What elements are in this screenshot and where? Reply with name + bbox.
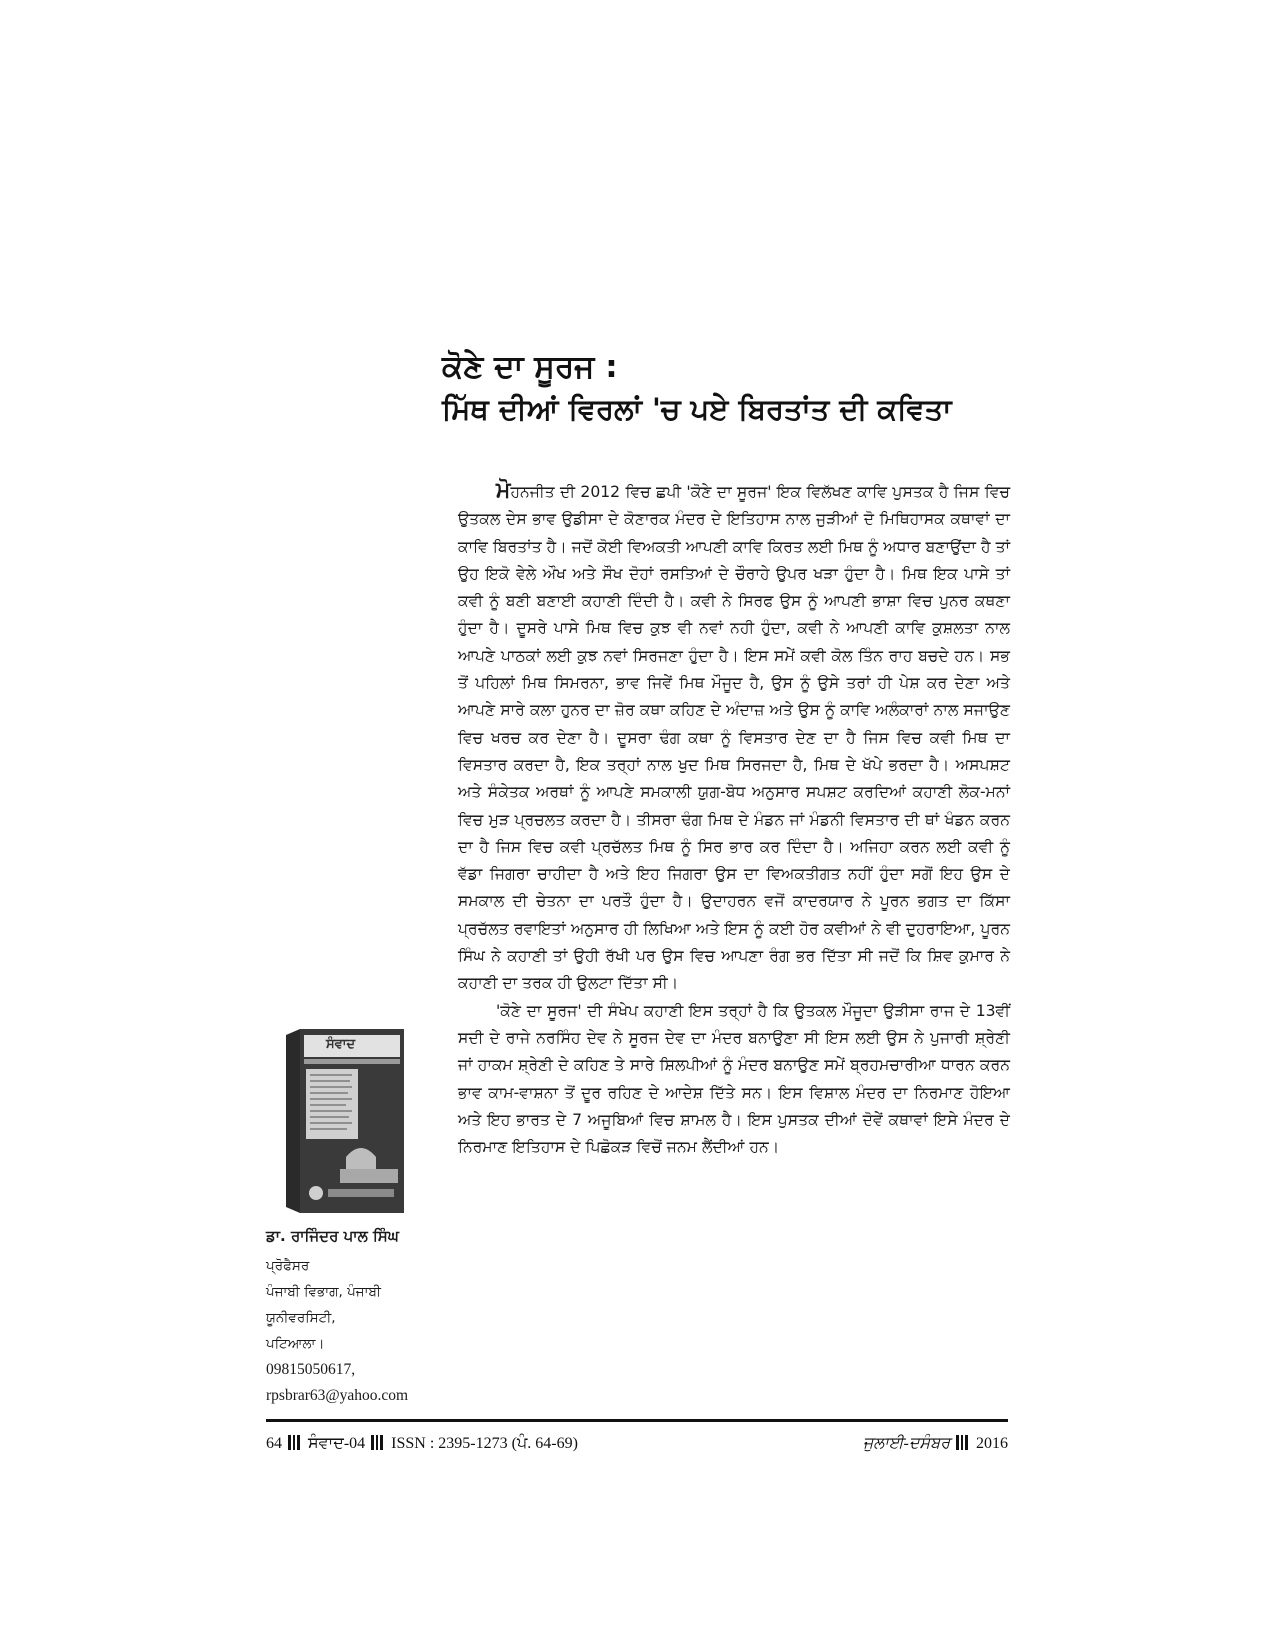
author-designation: ਪ੍ਰੋਫੈਸਰ bbox=[266, 1258, 310, 1274]
separator-bars-icon bbox=[371, 1433, 385, 1459]
article-title-block bbox=[442, 346, 1022, 430]
page-number: 64 bbox=[266, 1435, 282, 1452]
author-email: rpsbrar63@yahoo.com bbox=[266, 1387, 409, 1404]
book-cover-image bbox=[286, 1029, 404, 1213]
issue-period: ਜੁਲਾਈ-ਦਸੰਬਰ bbox=[862, 1435, 950, 1452]
issn-text: ISSN : 2395-1273 (ਪੰ. 64-69) bbox=[391, 1435, 578, 1452]
article-body bbox=[458, 477, 1010, 1161]
author-department-line1: ਪੰਜਾਬੀ ਵਿਭਾਗ, ਪੰਜਾਬੀ bbox=[266, 1284, 381, 1300]
footer-left bbox=[266, 1431, 578, 1459]
footer-rule bbox=[266, 1419, 1008, 1422]
page-footer bbox=[266, 1431, 1008, 1457]
paragraph-1 bbox=[458, 477, 1010, 998]
book-cover-masthead: ਸੰਵਾਦ bbox=[326, 1037, 356, 1052]
author-phone: 09815050617, bbox=[266, 1361, 356, 1378]
drop-cap: ਮੋ bbox=[496, 478, 511, 503]
author-department-line2: ਯੂਨੀਵਰਸਿਟੀ, bbox=[266, 1310, 336, 1326]
article-subtitle: ਮਿੱਥ ਦੀਆਂ ਵਿਰਲਾਂ 'ਚ ਪਏ ਬਿਰਤਾਂਤ ਦੀ ਕਵਿਤਾ bbox=[442, 392, 952, 426]
author-city: ਪਟਿਆਲਾ। bbox=[266, 1336, 325, 1352]
paragraph-2: 'ਕੋਣੇ ਦਾ ਸੂਰਜ' ਦੀ ਸੰਖੇਪ ਕਹਾਣੀ ਇਸ ਤਰ੍ਹਾਂ ਹੈ ਕਿ ਉਤਕਲ ਮੌਜੂਦਾ ਉੜੀਸਾ ਰਾਜ ਦੇ 13ਵੀਂ ਸਦੀ ਦੇ ਰਾਜੇ ਨਰਸਿੰਹ ਦੇਵ ਨੇ ਸੂਰਜ ਦੇਵ ਦਾ ਮੰਦਰ ਬਨਾਉਣਾ ਸੀ ਇਸ ਲਈ ਉਸ ਨੇ ਪੁਜਾਰੀ ਸ਼੍ਰੇਣੀ ਜਾਂ ਹਾਕਮ ਸ਼੍ਰੇਣੀ ਦੇ ਕਹਿਣ ਤੇ ਸਾਰੇ ਸ਼ਿਲਪੀਆਂ ਨੂੰ ਮੰਦਰ ਬਨਾਉਣ ਸਮੇਂ ਬ੍ਰਹਮਚਾਰੀਆ ਧਾਰਨ ਕਰਨ ਭਾਵ ਕਾਮ-ਵਾਸ਼ਨਾ ਤੋਂ ਦੂਰ ਰਹਿਣ ਦੇ ਆਦੇਸ਼ ਦਿੱਤੇ ਸਨ। ਇਸ ਵਿਸ਼ਾਲ ਮੰਦਰ ਦਾ ਨਿਰਮਾਣ ਹੋਇਆ ਅਤੇ ਇਹ ਭਾਰਤ ਦੇ 7 ਅਜੂਬਿਆਂ ਵਿਚ ਸ਼ਾਮਲ ਹੈ। ਇਸ ਪੁਸਤਕ ਦੀਆਂ ਦੋਵੇਂ ਕਥਾਵਾਂ ਇਸੇ ਮੰਦਰ ਦੇ ਨਿਰਮਾਣ ਇਤਿਹਾਸ ਦੇ ਪਿਛੋਕੜ ਵਿਚੋਂ ਜਨਮ ਲੈਂਦੀਆਂ ਹਨ। bbox=[458, 1001, 1010, 1157]
footer-right bbox=[863, 1431, 1008, 1459]
journal-issue: ਸੰਵਾਦ-04 bbox=[308, 1435, 366, 1452]
issue-year: 2016 bbox=[976, 1435, 1008, 1452]
author-info bbox=[266, 1223, 446, 1409]
article-title: ਕੋਣੇ ਦਾ ਸੂਰਜ : bbox=[442, 349, 618, 385]
separator-bars-icon bbox=[956, 1433, 970, 1459]
book-cover-graphic bbox=[286, 1029, 404, 1213]
author-name: ਡਾ. ਰਾਜਿੰਦਰ ਪਾਲ ਸਿੰਘ bbox=[266, 1227, 399, 1245]
paragraph-1-text: ਹਨਜੀਤ ਦੀ 2012 ਵਿਚ ਛਪੀ 'ਕੋਣੇ ਦਾ ਸੂਰਜ' ਇਕ ਵਿਲੱਖਣ ਕਾਵਿ ਪੁਸਤਕ ਹੈ ਜਿਸ ਵਿਚ ਉਤਕਲ ਦੇਸ ਭਾਵ ਉਡੀਸਾ ਦੇ ਕੋਣਾਰਕ ਮੰਦਰ ਦੇ ਇਤਿਹਾਸ ਨਾਲ ਜੁੜੀਆਂ ਦੋ ਮਿਥਿਹਾਸਕ ਕਥਾਵਾਂ ਦਾ ਕਾਵਿ ਬਿਰਤਾਂਤ ਹੈ। ਜਦੋਂ ਕੋਈ ਵਿਅਕਤੀ ਆਪਣੀ ਕਾਵਿ ਕਿਰਤ ਲਈ ਮਿਥ ਨੂੰ ਅਧਾਰ ਬਣਾਉਂਦਾ ਹੈ ਤਾਂ ਉਹ ਇਕੋ ਵੇਲੇ ਔਖ ਅਤੇ ਸੌਖ ਦੋਹਾਂ ਰਸਤਿਆਂ ਦੇ ਚੌਰਾਹੇ ਉਪਰ ਖੜਾ ਹੁੰਦਾ ਹੈ। ਮਿਥ ਇਕ ਪਾਸੇ ਤਾਂ ਕਵੀ ਨੂੰ ਬਣੀ ਬਣਾਈ ਕਹਾਣੀ ਦਿੰਦੀ ਹੈ। ਕਵੀ ਨੇ ਸਿਰਫ ਉਸ ਨੂੰ ਆਪਣੀ ਭਾਸ਼ਾ ਵਿਚ ਪੁਨਰ ਕਥਣਾ ਹੁੰਦਾ ਹੈ। ਦੂਸਰੇ ਪਾਸੇ ਮਿਥ ਵਿਚ ਕੁਝ ਵੀ ਨਵਾਂ ਨਹੀ ਹੁੰਦਾ, ਕਵੀ ਨੇ ਆਪਣੀ ਕਾਵਿ ਕੁਸ਼ਲਤਾ ਨਾਲ ਆਪਣੇ ਪਾਠਕਾਂ ਲਈ ਕੁਝ ਨਵਾਂ ਸਿਰਜਣਾ ਹੁੰਦਾ ਹੈ। ਇਸ ਸਮੇਂ ਕਵੀ ਕੋਲ ਤਿੰਨ ਰਾਹ ਬਚਦੇ ਹਨ। ਸਭ ਤੋਂ ਪਹਿਲਾਂ ਮਿਥ ਸਿਮਰਨਾ, ਭਾਵ ਜਿਵੇਂ ਮਿਥ ਮੌਜੂਦ ਹੈ, ਉਸ ਨੂੰ ਉਸੇ ਤਰਾਂ ਹੀ ਪੇਸ਼ ਕਰ ਦੇਣਾ ਅਤੇ ਆਪਣੇ ਸਾਰੇ ਕਲਾ ਹੁਨਰ ਦਾ ਜ਼ੋਰ ਕਥਾ ਕਹਿਣ ਦੇ ਅੰਦਾਜ਼ ਅਤੇ ਉਸ ਨੂੰ ਕਾਵਿ ਅਲੰਕਾਰਾਂ ਨਾਲ ਸਜਾਉਣ ਵਿਚ ਖਰਚ ਕਰ ਦੇਣਾ ਹੈ। ਦੂਸਰਾ ਢੰਗ ਕਥਾ ਨੂੰ ਵਿਸਤਾਰ ਦੇਣ ਦਾ ਹੈ ਜਿਸ ਵਿਚ ਕਵੀ ਮਿਥ ਦਾ ਵਿਸਤਾਰ ਕਰਦਾ ਹੈ, ਇਕ ਤਰ੍ਹਾਂ ਨਾਲ ਖੁਦ ਮਿਥ ਸਿਰਜਦਾ ਹੈ, ਮਿਥ ਦੇ ਖੱਪੇ ਭਰਦਾ ਹੈ। ਅਸਪਸ਼ਟ ਅਤੇ ਸੰਕੇਤਕ ਅਰਥਾਂ ਨੂੰ ਆਪਣੇ ਸਮਕਾਲੀ ਯੁਗ-ਬੋਧ ਅਨੁਸਾਰ ਸਪਸ਼ਟ ਕਰਦਿਆਂ ਕਹਾਣੀ ਲੋਕ-ਮਨਾਂ ਵਿਚ ਮੁੜ ਪ੍ਰਚਲਤ ਕਰਦਾ ਹੈ। ਤੀਸਰਾ ਢੰਗ ਮਿਥ ਦੇ ਮੰਡਨ ਜਾਂ ਮੰਡਨੀ ਵਿਸਤਾਰ ਦੀ ਥਾਂ ਖੰਡਨ ਕਰਨ ਦਾ ਹੈ ਜਿਸ ਵਿਚ ਕਵੀ ਪ੍ਰਚੱਲਤ ਮਿਥ ਨੂੰ ਸਿਰ ਭਾਰ ਕਰ ਦਿੰਦਾ ਹੈ। ਅਜਿਹਾ ਕਰਨ ਲਈ ਕਵੀ ਨੂੰ ਵੱਡਾ ਜਿਗਰਾ ਚਾਹੀਦਾ ਹੈ ਅਤੇ ਇਹ ਜਿਗਰਾ ਉਸ ਦਾ ਵਿਅਕਤੀਗਤ ਨਹੀਂ ਹੁੰਦਾ ਸਗੋਂ ਇਹ ਉਸ ਦੇ ਸਮਕਾਲ ਦੀ ਚੇਤਨਾ ਦਾ ਪਰਤੌ ਹੁੰਦਾ ਹੈ। ਉਦਾਹਰਨ ਵਜੋਂ ਕਾਦਰਯਾਰ ਨੇ ਪੂਰਨ ਭਗਤ ਦਾ ਕਿੱਸਾ ਪ੍ਰਚੱਲਤ ਰਵਾਇਤਾਂ ਅਨੁਸਾਰ ਹੀ ਲਿਖਿਆ ਅਤੇ ਇਸ ਨੂੰ ਕਈ ਹੋਰ ਕਵੀਆਂ ਨੇ ਵੀ ਦੁਹਰਾਇਆ, ਪੂਰਨ ਸਿੰਘ ਨੇ ਕਹਾਣੀ ਤਾਂ ਉਹੀ ਰੱਖੀ ਪਰ ਉਸ ਵਿਚ ਆਪਣਾ ਰੰਗ ਭਰ ਦਿੱਤਾ ਸੀ ਜਦੋਂ ਕਿ ਸ਼ਿਵ ਕੁਮਾਰ ਨੇ ਕਹਾਣੀ ਦਾ ਤਰਕ ਹੀ ਉਲਟਾ ਦਿੱਤਾ ਸੀ। bbox=[458, 483, 1010, 993]
separator-bars-icon bbox=[288, 1433, 302, 1459]
